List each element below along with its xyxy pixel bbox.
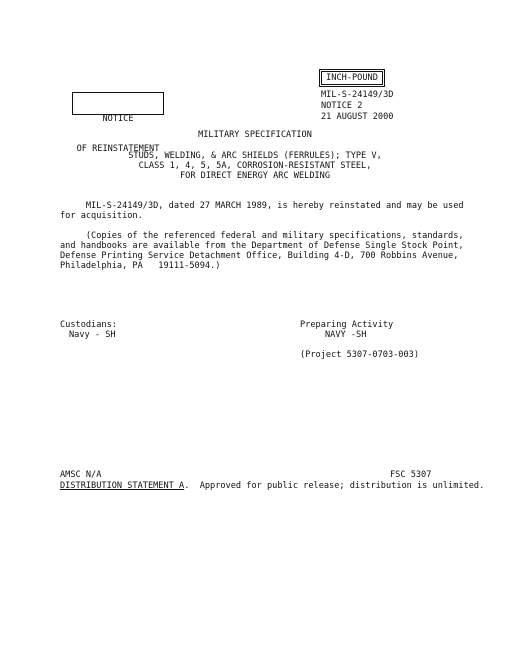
preparing-activity-label: Preparing Activity	[300, 320, 394, 330]
project-number: (Project 5307-0703-003)	[300, 350, 419, 360]
paragraph-2-line-3: Defense Printing Service Detachment Office, Building 4-D, 700 Robbins Avenue,	[60, 251, 459, 261]
paragraph-2-line-1: (Copies of the referenced federal and military specifications, standards,	[60, 231, 464, 241]
subject-line-3: FOR DIRECT ENERGY ARC WELDING	[179, 171, 331, 181]
subject-line-2: CLASS 1, 4, 5, 5A, CORROSION-RESISTANT STEEL,	[138, 161, 372, 171]
document-number: MIL-S-24149/3D	[321, 90, 394, 100]
distribution-statement-text: . Approved for public release; distribution is unlimited.	[184, 481, 485, 491]
fsc-code: FSC 5307	[390, 470, 432, 480]
notice-box-line1: NOTICE	[102, 114, 134, 124]
paragraph-1-line-1: MIL-S-24149/3D, dated 27 MARCH 1989, is hereby reinstated and may be used	[60, 201, 464, 211]
amsc-code: AMSC N/A	[60, 470, 102, 480]
subject-line-1: STUDS, WELDING, & ARC SHIELDS (FERRULES); TYPE V,	[128, 151, 382, 161]
paragraph-2-line-2: and handbooks are available from the Department of Defense Single Stock Point,	[60, 241, 464, 251]
notice-of-reinstatement-box	[72, 92, 164, 154]
paragraph-1-line-2: for acquisition.	[60, 211, 143, 221]
document-date: 21 AUGUST 2000	[321, 112, 394, 122]
distribution-statement-label: DISTRIBUTION STATEMENT A	[60, 481, 185, 491]
custodians-label: Custodians:	[60, 320, 117, 330]
paragraph-2-line-4: Philadelphia, PA 19111-5094.)	[60, 261, 221, 271]
preparing-activity-value: NAVY -SH	[325, 330, 367, 340]
spec-heading: MILITARY SPECIFICATION	[198, 130, 312, 140]
notice-box-line2: OF REINSTATEMENT	[76, 144, 160, 154]
notice-number: NOTICE 2	[321, 101, 363, 111]
inch-pound-label: INCH-POUND	[321, 71, 383, 85]
custodians-value: Navy - SH	[69, 330, 116, 340]
distribution-statement	[60, 481, 484, 491]
